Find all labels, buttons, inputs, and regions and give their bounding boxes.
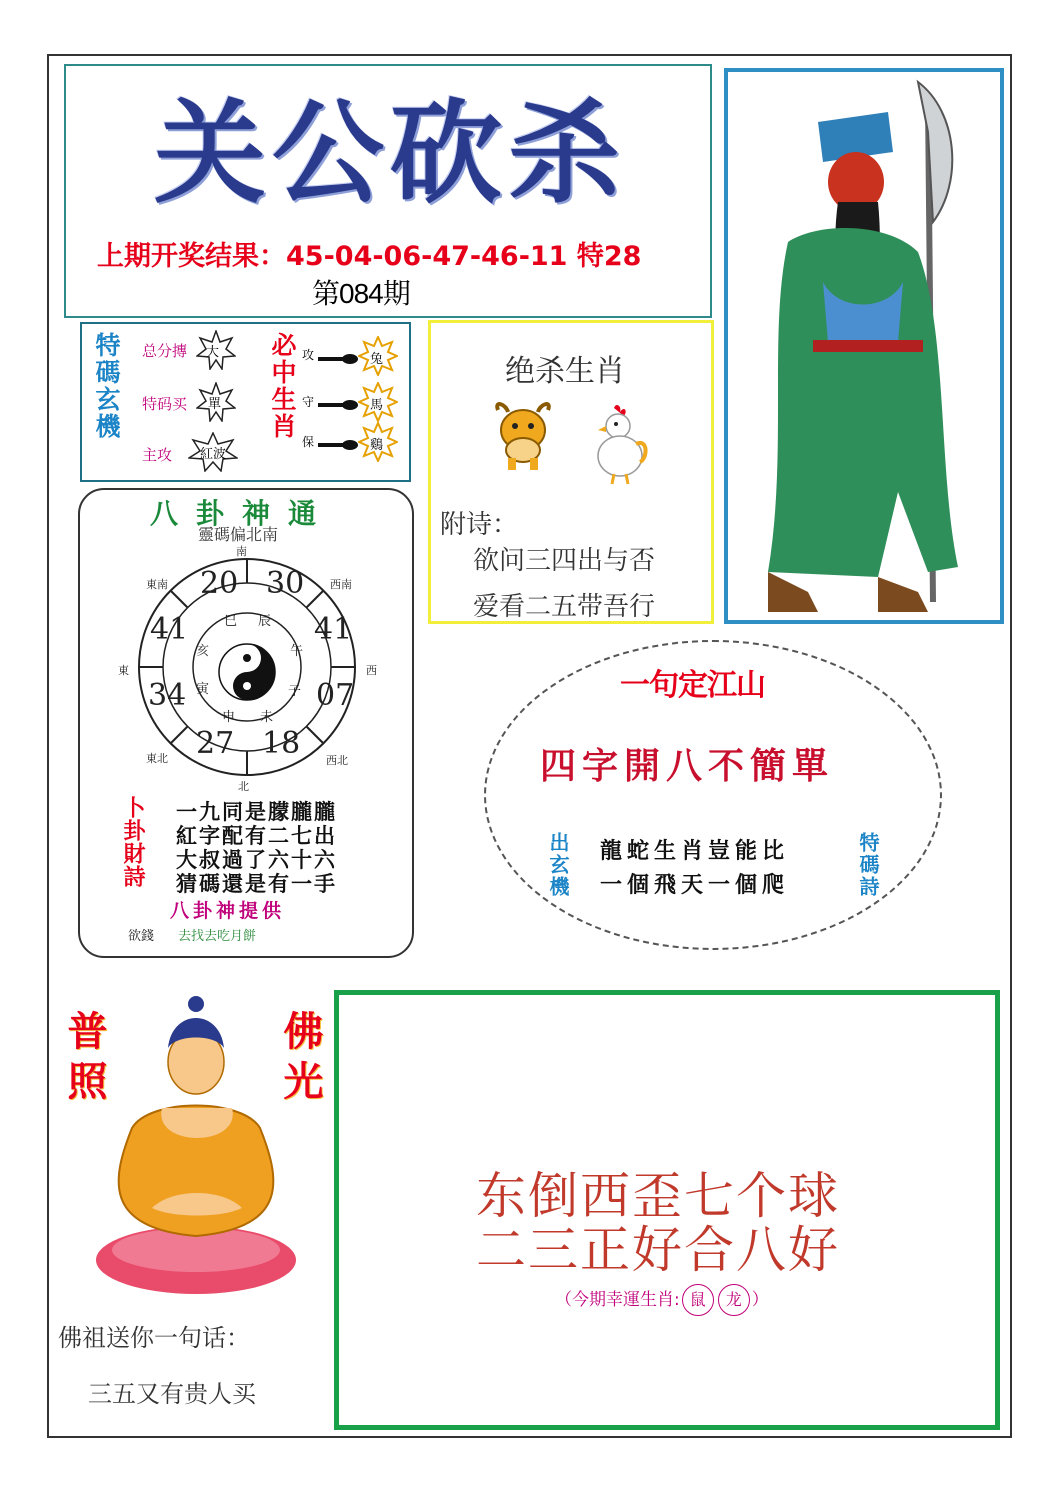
- lucky-suffix: ）: [751, 1290, 769, 1310]
- page-title: 关公砍杀: [154, 89, 626, 219]
- buddha-left-text: 普照: [61, 1010, 107, 1110]
- issue-number: 第084期: [312, 278, 410, 309]
- dir-northwest: 西北: [326, 754, 348, 767]
- dir-west: 西: [366, 664, 377, 677]
- one-sentence-main: 四字開八不簡單: [540, 745, 835, 787]
- tema-row-label: 特码买: [142, 395, 188, 413]
- dir-northeast: 東北: [146, 752, 168, 765]
- star-badge: 單: [196, 382, 236, 426]
- guan-gong-image: [724, 68, 1004, 624]
- sun-badge: 馬: [358, 382, 398, 426]
- one-sentence-line: 一個飛天一個爬: [600, 873, 790, 898]
- bagua-poem-line: 一九同是朦朧朧: [176, 800, 337, 824]
- dir-southeast: 東南: [146, 578, 168, 591]
- sun-badge: 兔: [358, 336, 398, 380]
- buddha-line2: 三五又有贵人买: [88, 1380, 256, 1408]
- lucky-zodiac: [555, 1284, 769, 1316]
- last-result: 上期开奖结果：45-04-06-47-46-11 特28: [97, 241, 642, 272]
- buddha-line1: 佛祖送你一句话：: [58, 1324, 250, 1352]
- bagua-inner: 午: [290, 644, 304, 659]
- bagua-number: 41: [314, 612, 353, 647]
- sun-badge: 鷄: [358, 422, 398, 466]
- hand-pointer-icon: [318, 396, 358, 415]
- big-box-line2: 二三正好合八好: [476, 1221, 840, 1279]
- bagua-money-label: 欲錢: [128, 929, 155, 944]
- bagua-inner: 辰: [258, 614, 272, 629]
- rooster-icon: [592, 404, 648, 490]
- bagua-title: 八卦神通: [150, 497, 335, 530]
- bagua-number: 07: [316, 678, 355, 713]
- bizhong-row-label: 攻: [302, 348, 315, 362]
- bagua-number: 34: [148, 678, 187, 713]
- fushi-label: 附诗：: [440, 510, 519, 540]
- dir-north: 北: [238, 780, 249, 793]
- bagua-inner: 巳: [224, 614, 238, 629]
- dir-south: 南: [236, 545, 247, 558]
- lucky-prefix: （今期幸運生肖:: [555, 1290, 680, 1310]
- star-badge: 大: [196, 330, 236, 374]
- poem-line: 欲问三四出与否: [473, 546, 656, 576]
- bizhong-row-label: 保: [302, 435, 315, 449]
- tema-row-label: 主攻: [142, 446, 173, 464]
- juesha-title: 绝杀生肖: [505, 354, 625, 389]
- buddha-image: [92, 988, 302, 1312]
- bizhong-title: 必中生肖: [268, 332, 297, 440]
- bagua-number: 18: [262, 726, 301, 761]
- poem-line: 爱看二五带吾行: [473, 592, 656, 622]
- bagua-provider: 八卦神提供: [170, 900, 286, 922]
- big-box-line1: 东倒西歪七个球: [476, 1167, 840, 1225]
- star-badge: 紅波: [188, 432, 238, 476]
- bagua-number: 20: [200, 566, 239, 601]
- one-sentence-left-label: 出玄機: [546, 832, 570, 898]
- lucky-zodiac-2: 龙: [718, 1284, 750, 1316]
- tema-title: 特碼玄機: [92, 332, 121, 440]
- tema-row-label: 总分摶: [142, 342, 188, 360]
- bagua-number: 27: [196, 726, 235, 761]
- bagua-number: 41: [150, 612, 189, 647]
- one-sentence-line: 龍蛇生肖豈能比: [600, 839, 790, 864]
- bagua-inner: 申: [222, 710, 236, 725]
- bagua-money-value: 去找去吃月餅: [178, 929, 257, 944]
- yin-yang-icon: [219, 644, 275, 700]
- buddha-right-text: 佛光: [277, 1010, 323, 1110]
- bagua-poem-line: 大叔過了六十六: [176, 848, 337, 872]
- hand-pointer-icon: [318, 350, 358, 369]
- bagua-inner: 子: [288, 684, 302, 699]
- dir-southwest: 西南: [330, 578, 352, 591]
- bagua-number: 30: [266, 566, 305, 601]
- one-sentence-right-label: 特碼詩: [856, 832, 880, 898]
- bizhong-row-label: 守: [302, 395, 315, 409]
- bagua-subtitle: 靈碼偏北南: [198, 525, 279, 544]
- hand-pointer-icon: [318, 436, 358, 455]
- bagua-inner: 亥: [196, 644, 210, 659]
- bagua-inner: 寅: [196, 682, 210, 697]
- bagua-poem-line: 紅字配有二七出: [176, 824, 337, 848]
- bagua-poem-line: 猜碼還是有一手: [176, 872, 337, 896]
- one-sentence-title: 一句定江山: [620, 668, 765, 703]
- lucky-zodiac-1: 鼠: [682, 1284, 714, 1316]
- ox-icon: [494, 400, 552, 476]
- bagua-poem-label: 卜卦財詩: [120, 796, 145, 888]
- bagua-inner: 未: [260, 710, 274, 725]
- dir-east: 東: [118, 664, 129, 677]
